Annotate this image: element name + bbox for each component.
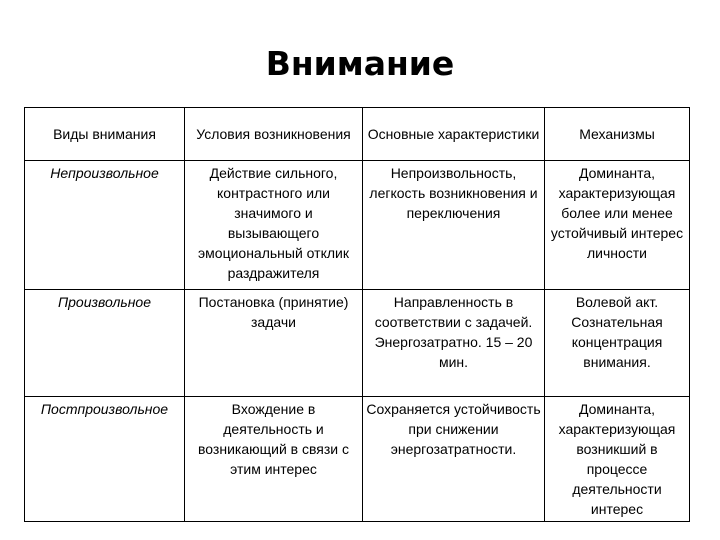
table-header-row: [25, 108, 690, 161]
row-characteristics: Направленность в соответствии с задачей. Энергозатратно. 15 – 20 мин.: [363, 290, 545, 397]
table-row: [25, 161, 690, 290]
header-mechanisms: Механизмы: [545, 108, 690, 161]
row-mechanisms: Волевой акт. Сознательная концентрация внимания.: [545, 290, 690, 397]
row-characteristics: Непроизвольность, легкость возникновения и переключения: [363, 161, 545, 290]
row-conditions: Вхождение в деятельность и возникающий в связи с этим интерес: [185, 397, 363, 522]
table-row: [25, 290, 690, 397]
header-characteristics: Основные характеристики: [363, 108, 545, 161]
header-conditions: Условия возникновения: [185, 108, 363, 161]
row-conditions: Действие сильного, контрастного или значимого и вызывающего эмоциональный отклик раздражителя: [185, 161, 363, 290]
header-types: Виды внимания: [25, 108, 185, 161]
row-mechanisms: Доминанта, характеризующая возникший в процессе деятельности интерес: [545, 397, 690, 522]
row-type: Непроизвольное: [25, 161, 185, 290]
row-type: Постпроизвольное: [25, 397, 185, 522]
table-row: [25, 397, 690, 522]
row-mechanisms: Доминанта, характеризующая более или менее устойчивый интерес личности: [545, 161, 690, 290]
attention-table: [24, 107, 690, 522]
row-conditions: Постановка (принятие) задачи: [185, 290, 363, 397]
page-title: Внимание: [265, 44, 455, 83]
row-type: Произвольное: [25, 290, 185, 397]
row-characteristics: Сохраняется устойчивость при снижении энергозатратности.: [363, 397, 545, 522]
